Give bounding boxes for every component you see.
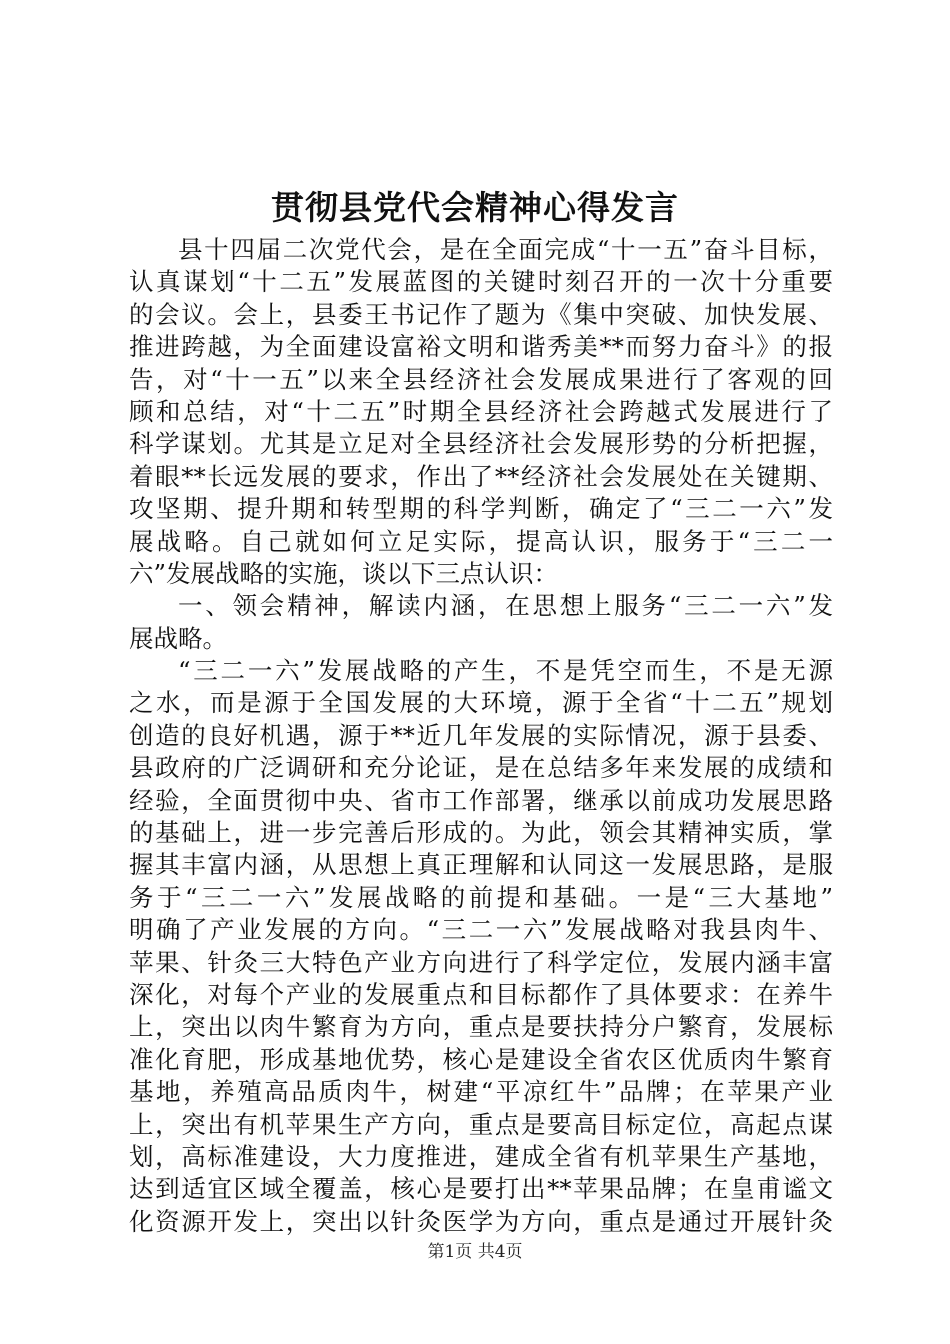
- body-line: 上，突出以肉牛繁育为方向，重点是要扶持分户繁育，发展标: [129, 1012, 833, 1042]
- body-line: 务于“三二一六”发展战略的前提和基础。一是“三大基地”: [129, 882, 833, 912]
- body-line: 创造的良好机遇，源于**近几年发展的实际情况，源于县委、: [129, 720, 833, 750]
- page-footer: 第1页 共4页: [427, 1242, 523, 1262]
- body-line: 的基础上，进一步完善后形成的。为此，领会其精神实质，掌: [129, 818, 833, 848]
- body-line: 展战略。: [129, 623, 227, 653]
- body-line: 准化育肥，形成基地优势，核心是建设全省农区优质肉牛繁育: [129, 1044, 833, 1074]
- body-line: 一、领会精神，解读内涵，在思想上服务“三二一六”发: [178, 591, 833, 621]
- body-line: 认真谋划“十二五”发展蓝图的关键时刻召开的一次十分重要: [129, 267, 833, 297]
- body-line: “三二一六”发展战略的产生，不是凭空而生，不是无源: [178, 656, 833, 686]
- body-line: 县政府的广泛调研和充分论证，是在总结多年来发展的成绩和: [129, 753, 833, 783]
- body-line: 明确了产业发展的方向。“三二一六”发展战略对我县肉牛、: [129, 915, 833, 945]
- body-line: 达到适宜区域全覆盖，核心是要打出**苹果品牌；在皇甫谧文: [129, 1174, 833, 1204]
- body-line: 上，突出有机苹果生产方向，重点是要高目标定位，高起点谋: [129, 1109, 833, 1139]
- body-line: 深化，对每个产业的发展重点和目标都作了具体要求：在养牛: [129, 979, 833, 1009]
- body-line: 六”发展战略的实施，谈以下三点认识：: [129, 558, 559, 588]
- body-line: 着眼**长远发展的要求，作出了**经济社会发展处在关键期、: [129, 461, 833, 491]
- body-line: 攻坚期、提升期和转型期的科学判断，确定了“三二一六”发: [129, 494, 833, 524]
- body-line: 基地，养殖高品质肉牛，树建“平凉红牛”品牌；在苹果产业: [129, 1077, 833, 1107]
- body-line: 苹果、针灸三大特色产业方向进行了科学定位，发展内涵丰富: [129, 947, 833, 977]
- body-line: 展战略。自己就如何立足实际，提高认识，服务于“三二一: [129, 526, 833, 556]
- document-title: 贯彻县党代会精神心得发言: [271, 188, 679, 227]
- body-line: 划，高标准建设，大力度推进，建成全省有机苹果生产基地，: [129, 1141, 833, 1171]
- body-line: 经验，全面贯彻中央、省市工作部署，继承以前成功发展思路: [129, 785, 833, 815]
- body-line: 顾和总结，对“十二五”时期全县经济社会跨越式发展进行了: [129, 396, 833, 426]
- body-line: 告，对“十一五”以来全县经济社会发展成果进行了客观的回: [129, 364, 833, 394]
- body-line: 的会议。会上，县委王书记作了题为《集中突破、加快发展、: [129, 299, 833, 329]
- body-line: 推进跨越，为全面建设富裕文明和谐秀美**而努力奋斗》的报: [129, 332, 833, 362]
- body-line: 之水，而是源于全国发展的大环境，源于全省“十二五”规划: [129, 688, 833, 718]
- document-body: [129, 234, 833, 1238]
- body-line: 县十四届二次党代会，是在全面完成“十一五”奋斗目标，: [178, 235, 833, 264]
- body-line: 化资源开发上，突出以针灸医学为方向，重点是通过开展针灸: [129, 1206, 833, 1236]
- body-line: 科学谋划。尤其是立足对全县经济社会发展形势的分析把握，: [129, 429, 833, 459]
- body-line: 握其丰富内涵，从思想上真正理解和认同这一发展思路，是服: [129, 850, 833, 880]
